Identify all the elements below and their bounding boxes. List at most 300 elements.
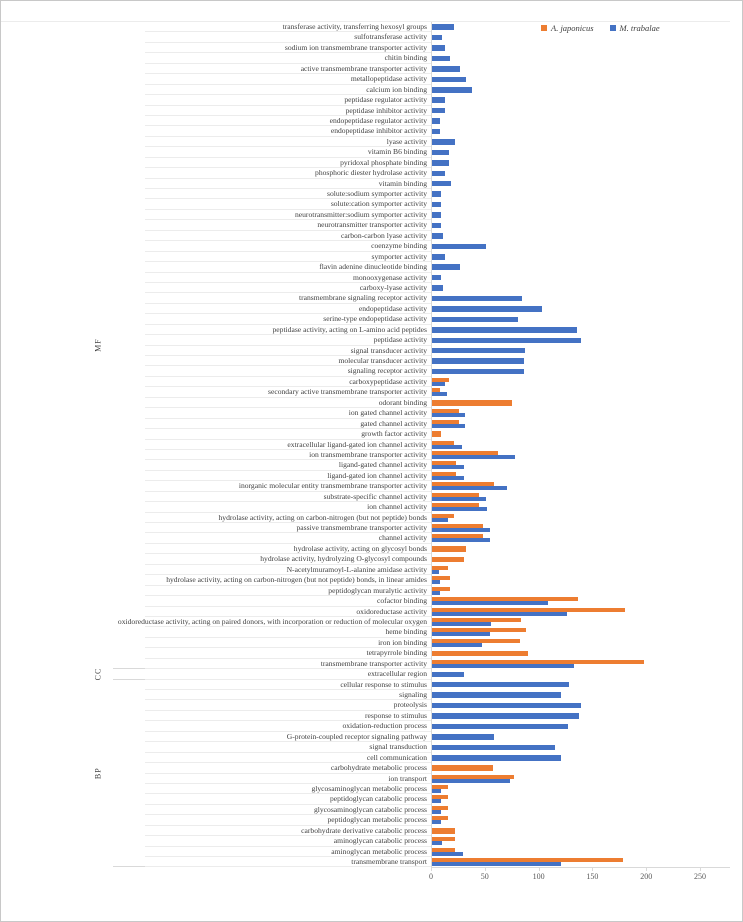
group-cell	[113, 147, 145, 157]
bar-aj	[432, 546, 466, 552]
category-label: ion transport	[145, 774, 431, 784]
chart-row	[113, 815, 730, 825]
group-cell	[113, 293, 145, 303]
bar-mt	[432, 841, 442, 845]
category-label: tetrapyrrole binding	[145, 648, 431, 658]
plot-cell	[431, 273, 730, 283]
plot-cell	[431, 690, 730, 700]
plot-cell	[431, 189, 730, 199]
category-label: peptidase inhibitor activity	[145, 106, 431, 116]
plot-cell	[431, 554, 730, 564]
group-cell	[113, 554, 145, 564]
chart-row	[113, 857, 730, 867]
bar-mt	[432, 518, 448, 522]
group-cell	[113, 847, 145, 857]
plot-cell	[431, 565, 730, 575]
chart-row	[113, 627, 730, 637]
plot-cell	[431, 22, 730, 32]
chart-row	[113, 419, 730, 429]
group-cell	[113, 398, 145, 408]
plot-cell	[431, 43, 730, 53]
chart-row	[113, 398, 730, 408]
plot-cell	[431, 450, 730, 460]
bar-mt	[432, 327, 577, 333]
bar-mt	[432, 212, 441, 218]
bar-mt	[432, 97, 445, 103]
category-label: peptidoglycan catabolic process	[145, 794, 431, 804]
category-label: gated channel activity	[145, 419, 431, 429]
chart-row	[113, 523, 730, 533]
bar-aj	[432, 557, 464, 563]
chart-row	[113, 847, 730, 857]
category-label: peptidase activity, acting on L-amino acid peptides	[145, 325, 431, 335]
bar-aj	[432, 431, 441, 437]
chart-row	[113, 513, 730, 523]
plot-cell	[431, 836, 730, 846]
group-cell	[113, 460, 145, 470]
plot-cell	[431, 210, 730, 220]
category-label: monooxygenase activity	[145, 273, 431, 283]
bar-mt	[432, 734, 494, 740]
chart-row	[113, 85, 730, 95]
group-cell	[113, 158, 145, 168]
plot-cell	[431, 64, 730, 74]
bar-mt	[432, 424, 465, 428]
x-tick-label: 200	[640, 872, 653, 882]
group-cell	[113, 377, 145, 387]
category-label: carbohydrate derivative catabolic process	[145, 826, 431, 836]
chart-row	[113, 199, 730, 209]
plot-cell	[431, 544, 730, 554]
category-label: hydrolase activity, acting on glycosyl bonds	[145, 544, 431, 554]
bar-mt	[432, 129, 440, 135]
plot-cell	[431, 857, 730, 867]
group-cell	[113, 231, 145, 241]
category-label: endopeptidase inhibitor activity	[145, 126, 431, 136]
bar-mt	[432, 591, 440, 595]
category-label: lyase activity	[145, 137, 431, 147]
chart-row	[113, 617, 730, 627]
bar-mt	[432, 455, 515, 459]
group-cell	[113, 523, 145, 533]
chart-row	[113, 283, 730, 293]
chart-row	[113, 794, 730, 804]
group-cell	[113, 189, 145, 199]
category-label: heme binding	[145, 627, 431, 637]
x-tick-label: 0	[429, 872, 433, 882]
chart-row	[113, 450, 730, 460]
bar-mt	[432, 779, 510, 783]
group-cell	[113, 325, 145, 335]
chart-row	[113, 607, 730, 617]
category-label: iron ion binding	[145, 638, 431, 648]
category-label: ligand-gated channel activity	[145, 460, 431, 470]
bar-mt	[432, 862, 561, 866]
plot-cell	[431, 429, 730, 439]
category-label: aminoglycan catabolic process	[145, 836, 431, 846]
bar-mt	[432, 317, 518, 323]
chart-row	[113, 231, 730, 241]
chart-row	[113, 638, 730, 648]
chart-row	[113, 106, 730, 116]
chart-row	[113, 753, 730, 763]
chart-row	[113, 304, 730, 314]
plot-cell	[431, 32, 730, 42]
bar-mt	[432, 223, 441, 229]
plot-cell	[431, 680, 730, 690]
plot-cell	[431, 669, 730, 679]
bar-mt	[432, 622, 491, 626]
plot-cell	[431, 523, 730, 533]
chart-row	[113, 210, 730, 220]
group-cell	[113, 210, 145, 220]
plot-cell	[431, 53, 730, 63]
group-cell	[113, 742, 145, 752]
group-cell	[113, 784, 145, 794]
bar-mt	[432, 413, 465, 417]
plot-cell	[431, 220, 730, 230]
bar-mt	[432, 285, 443, 291]
bar-mt	[432, 745, 555, 751]
category-label: transmembrane transporter activity	[145, 659, 431, 669]
bar-mt	[432, 160, 449, 166]
chart-row	[113, 763, 730, 773]
bar-mt	[432, 820, 441, 824]
category-label: oxidation-reduction process	[145, 721, 431, 731]
chart-row	[113, 732, 730, 742]
chart-row	[113, 220, 730, 230]
group-label-bp: BP	[93, 767, 103, 780]
bar-mt	[432, 275, 441, 281]
plot-cell	[431, 711, 730, 721]
category-label: cellular response to stimulus	[145, 680, 431, 690]
group-cell	[113, 794, 145, 804]
plot-cell	[431, 126, 730, 136]
bar-mt	[432, 852, 463, 856]
category-label: peptidase activity	[145, 335, 431, 345]
chart-row	[113, 826, 730, 836]
chart-row	[113, 669, 730, 679]
chart-row	[113, 429, 730, 439]
group-cell	[113, 857, 145, 867]
category-label: phosphoric diester hydrolase activity	[145, 168, 431, 178]
category-label: solute:sodium symporter activity	[145, 189, 431, 199]
plot-cell	[431, 700, 730, 710]
chart-row	[113, 805, 730, 815]
group-cell	[113, 627, 145, 637]
group-cell	[113, 283, 145, 293]
category-label: odorant binding	[145, 398, 431, 408]
chart-row	[113, 711, 730, 721]
group-cell	[113, 106, 145, 116]
bar-mt	[432, 202, 441, 208]
chart-row	[113, 586, 730, 596]
chart-row	[113, 721, 730, 731]
chart-row	[113, 377, 730, 387]
category-label: aminoglycan metabolic process	[145, 847, 431, 857]
chart-row	[113, 471, 730, 481]
plot-cell	[431, 826, 730, 836]
group-cell	[113, 95, 145, 105]
x-tick-label: 150	[586, 872, 599, 882]
x-tick-label: 50	[480, 872, 489, 882]
category-label: transmembrane transport	[145, 857, 431, 867]
bar-mt	[432, 392, 447, 396]
bar-mt	[432, 24, 454, 30]
category-label: chitin binding	[145, 53, 431, 63]
bar-mt	[432, 87, 472, 93]
plot-cell	[431, 74, 730, 84]
category-label: carbohydrate metabolic process	[145, 763, 431, 773]
group-cell	[113, 648, 145, 658]
category-label: proteolysis	[145, 700, 431, 710]
bar-mt	[432, 369, 524, 375]
group-cell	[113, 220, 145, 230]
bar-mt	[432, 382, 445, 386]
category-label: serine-type endopeptidase activity	[145, 314, 431, 324]
category-label: vitamin B6 binding	[145, 147, 431, 157]
plot-cell	[431, 763, 730, 773]
category-label: pyridoxal phosphate binding	[145, 158, 431, 168]
plot-cell	[431, 147, 730, 157]
chart-row	[113, 460, 730, 470]
category-label: hydrolase activity, acting on carbon-nitrogen (but not peptide) bonds	[145, 513, 431, 523]
plot-cell	[431, 199, 730, 209]
plot-cell	[431, 241, 730, 251]
bar-mt	[432, 724, 568, 730]
bar-aj	[432, 651, 528, 657]
group-cell	[113, 356, 145, 366]
chart-row	[113, 346, 730, 356]
plot-cell	[431, 283, 730, 293]
chart-row	[113, 554, 730, 564]
bar-mt	[432, 755, 561, 761]
group-cell	[113, 533, 145, 543]
bar-mt	[432, 497, 486, 501]
plot-cell	[431, 784, 730, 794]
chart-row	[113, 293, 730, 303]
chart-row	[113, 648, 730, 658]
bar-mt	[432, 233, 443, 239]
group-cell	[113, 74, 145, 84]
bar-mt	[432, 254, 445, 260]
chart-row	[113, 262, 730, 272]
category-label: endopeptidase activity	[145, 304, 431, 314]
chart-row	[113, 680, 730, 690]
chart-row	[113, 481, 730, 491]
group-cell	[113, 366, 145, 376]
group-cell	[113, 732, 145, 742]
plot-cell	[431, 502, 730, 512]
chart-row	[113, 742, 730, 752]
group-cell	[113, 805, 145, 815]
plot-cell	[431, 366, 730, 376]
plot-cell	[431, 95, 730, 105]
group-cell	[113, 544, 145, 554]
chart-row	[113, 314, 730, 324]
group-cell	[113, 680, 145, 690]
chart-row	[113, 492, 730, 502]
category-label: calcium ion binding	[145, 85, 431, 95]
category-label: oxidoreductase activity	[145, 607, 431, 617]
plot-cell	[431, 85, 730, 95]
bar-aj	[432, 765, 493, 771]
chart-row	[113, 502, 730, 512]
bar-mt	[432, 139, 455, 145]
category-label: extracellular region	[145, 669, 431, 679]
category-label: signaling	[145, 690, 431, 700]
group-cell	[113, 85, 145, 95]
bar-mt	[432, 306, 542, 312]
category-label: coenzyme binding	[145, 241, 431, 251]
chart-row	[113, 53, 730, 63]
chart-row	[113, 22, 730, 32]
category-label: passive transmembrane transporter activity	[145, 523, 431, 533]
plot-cell	[431, 460, 730, 470]
chart-row	[113, 784, 730, 794]
plot-cell	[431, 252, 730, 262]
plot-cell	[431, 116, 730, 126]
category-label: symporter activity	[145, 252, 431, 262]
chart-area	[1, 21, 730, 883]
plot-cell	[431, 742, 730, 752]
plot-cell	[431, 387, 730, 397]
plot-cell	[431, 168, 730, 178]
bar-mt	[432, 580, 440, 584]
group-cell	[113, 429, 145, 439]
chart-row	[113, 168, 730, 178]
plot-cell	[431, 586, 730, 596]
bar-mt	[432, 108, 445, 114]
plot-cell	[431, 774, 730, 784]
x-tick-label: 100	[532, 872, 545, 882]
chart-row	[113, 544, 730, 554]
bar-aj	[432, 828, 455, 834]
group-cell	[113, 408, 145, 418]
group-cell	[113, 32, 145, 42]
category-label: transmembrane signaling receptor activity	[145, 293, 431, 303]
chart-row	[113, 774, 730, 784]
category-label: flavin adenine dinucleotide binding	[145, 262, 431, 272]
group-cell	[113, 53, 145, 63]
group-cell	[113, 492, 145, 502]
group-cell	[113, 22, 145, 32]
chart-row	[113, 179, 730, 189]
category-label: response to stimulus	[145, 711, 431, 721]
category-label: neurotransmitter transporter activity	[145, 220, 431, 230]
bar-mt	[432, 789, 441, 793]
category-label: peptidase regulator activity	[145, 95, 431, 105]
category-label: channel activity	[145, 533, 431, 543]
group-cell	[113, 273, 145, 283]
group-cell	[113, 575, 145, 585]
chart-row	[113, 43, 730, 53]
x-tick	[592, 868, 593, 871]
group-cell	[113, 481, 145, 491]
plot-cell	[431, 293, 730, 303]
category-label: glycosaminoglycan catabolic process	[145, 805, 431, 815]
plot-cell	[431, 325, 730, 335]
plot-cell	[431, 335, 730, 345]
group-cell	[113, 815, 145, 825]
x-tick	[485, 868, 486, 871]
plot-cell	[431, 398, 730, 408]
chart-row	[113, 137, 730, 147]
chart-row	[113, 408, 730, 418]
category-label: endopeptidase regulator activity	[145, 116, 431, 126]
group-cell	[113, 659, 145, 669]
group-cell	[113, 64, 145, 74]
plot-cell	[431, 262, 730, 272]
bar-mt	[432, 538, 490, 542]
category-label: sulfotransferase activity	[145, 32, 431, 42]
group-cell	[113, 586, 145, 596]
chart-row	[113, 356, 730, 366]
category-label: transferase activity, transferring hexosyl groups	[145, 22, 431, 32]
bar-mt	[432, 150, 449, 156]
bar-mt	[432, 171, 445, 177]
chart-row	[113, 366, 730, 376]
group-cell	[113, 252, 145, 262]
plot-cell	[431, 481, 730, 491]
group-cell	[113, 262, 145, 272]
plot-cell	[431, 533, 730, 543]
bar-mt	[432, 570, 439, 574]
plot-cell	[431, 314, 730, 324]
category-label: G-protein-coupled receptor signaling pathway	[145, 732, 431, 742]
plot-cell	[431, 377, 730, 387]
bar-mt	[432, 476, 464, 480]
group-cell	[113, 774, 145, 784]
plot-cell	[431, 492, 730, 502]
bar-mt	[432, 358, 524, 364]
group-cell	[113, 116, 145, 126]
bar-mt	[432, 191, 441, 197]
bar-mt	[432, 465, 464, 469]
group-cell	[113, 721, 145, 731]
group-cell	[113, 700, 145, 710]
bar-mt	[432, 672, 464, 678]
plot-cell	[431, 617, 730, 627]
plot-cell	[431, 721, 730, 731]
bar-mt	[432, 338, 581, 344]
plot-cell	[431, 575, 730, 585]
chart-rows	[1, 21, 730, 867]
category-label: oxidoreductase activity, acting on paired donors, with incorporation or reduction of molecular oxygen	[145, 617, 431, 627]
category-label: N-acetylmuramoyl-L-alanine amidase activity	[145, 565, 431, 575]
x-tick	[700, 868, 701, 871]
group-cell	[113, 346, 145, 356]
legend-label: M. trabalae	[619, 23, 660, 33]
chart-row	[113, 158, 730, 168]
x-axis	[431, 867, 730, 883]
plot-cell	[431, 231, 730, 241]
category-label: signal transducer activity	[145, 346, 431, 356]
bar-mt	[432, 507, 487, 511]
bar-mt	[432, 643, 482, 647]
group-cell	[113, 168, 145, 178]
category-label: cell communication	[145, 753, 431, 763]
chart-row	[113, 690, 730, 700]
category-label: hydrolase activity, hydrolyzing O-glycosyl compounds	[145, 554, 431, 564]
bar-mt	[432, 244, 486, 250]
category-label: growth factor activity	[145, 429, 431, 439]
plot-cell	[431, 106, 730, 116]
chart-row	[113, 836, 730, 846]
bar-mt	[432, 445, 462, 449]
group-cell	[113, 565, 145, 575]
plot-cell	[431, 137, 730, 147]
